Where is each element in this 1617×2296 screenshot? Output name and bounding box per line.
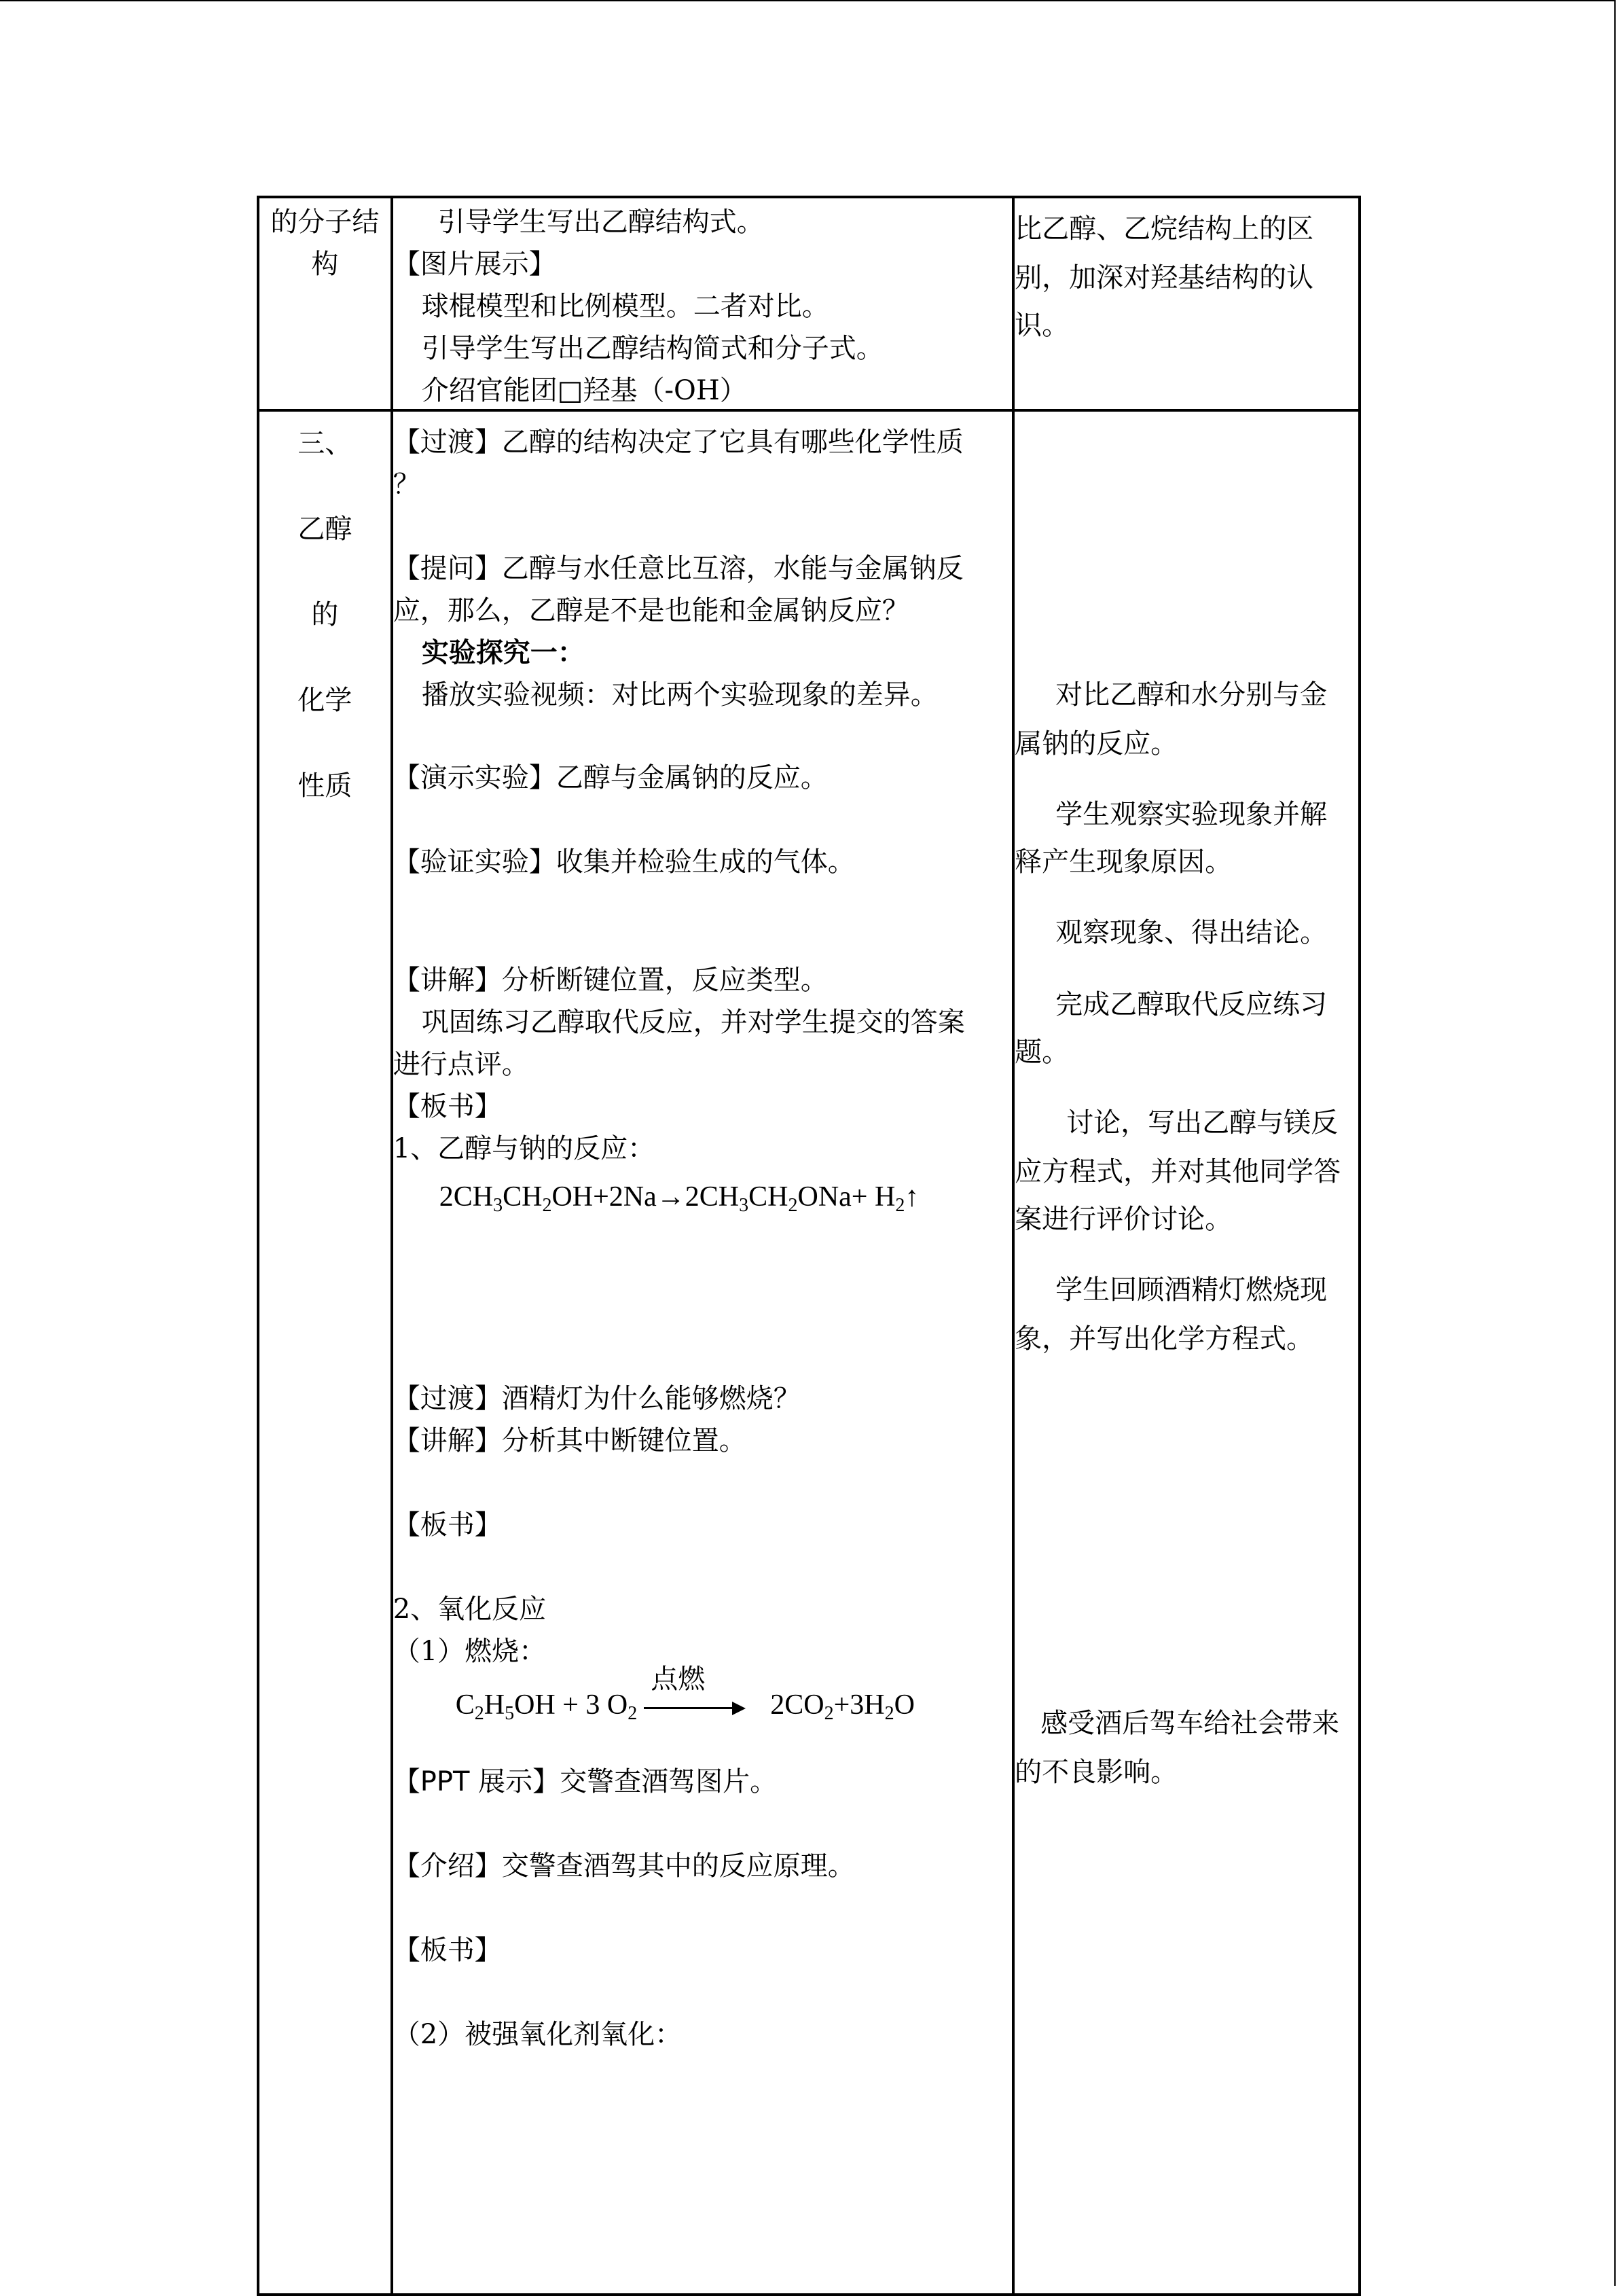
student-line: 对比乙醇和水分别与金 xyxy=(1055,679,1328,711)
student-line: 比乙醇、乙烷结构上的区 xyxy=(1015,213,1314,245)
teacher-line: 球棍模型和比例模型。二者对比。 xyxy=(421,291,829,322)
reaction-arrow: → xyxy=(656,1181,685,1213)
student-activity-cell xyxy=(1013,197,1360,410)
topic-line: 乙醇 xyxy=(297,514,352,545)
teacher-line: 【验证实验】收集并检验生成的气体。 xyxy=(393,846,855,878)
topic-line: 的 xyxy=(311,599,339,630)
student-line: 讨论，写出乙醇与镁反 xyxy=(1066,1107,1339,1138)
gas-up-arrow: ↑ xyxy=(905,1181,920,1213)
student-line: 的不良影响。 xyxy=(1015,1757,1178,1788)
student-line: 感受酒后驾车给社会带来 xyxy=(1040,1708,1340,1739)
student-line: 学生回顾酒精灯燃烧现 xyxy=(1055,1274,1328,1306)
student-line: 别，加深对羟基结构的认 xyxy=(1015,262,1314,293)
teacher-line: （2）被强氧化剂氧化： xyxy=(393,2019,683,2050)
teacher-line: 1、乙醇与钠的反应： xyxy=(393,1133,655,1164)
student-line: 象，并写出化学方程式。 xyxy=(1015,1323,1314,1355)
teacher-activity-cell xyxy=(392,410,1013,2295)
student-line: 识。 xyxy=(1015,310,1070,341)
sodium-reaction-equation: $2CH_3CH_2OH+2Na\to 2CH_3CH_2ONa+$ $H_2↑$ xyxy=(439,1181,920,1216)
reaction-arrow xyxy=(644,1664,746,1721)
teacher-line: 【板书】 xyxy=(393,1091,502,1122)
topic-cell xyxy=(258,197,392,410)
teacher-line: 【图片展示】 xyxy=(393,249,556,280)
student-line: 完成乙醇取代反应练习 xyxy=(1055,989,1328,1020)
student-line: 应方程式，并对其他同学答 xyxy=(1015,1156,1341,1187)
student-line: 案进行评价讨论。 xyxy=(1015,1204,1233,1235)
topic-line: 三、 xyxy=(297,428,352,459)
teacher-line: 进行点评。 xyxy=(393,1049,529,1080)
teacher-line: 【过渡】酒精灯为什么能够燃烧？ xyxy=(393,1383,801,1414)
student-activity-cell xyxy=(1013,410,1360,2295)
teacher-line: 巩固练习乙醇取代反应，并对学生提交的答案 xyxy=(421,1007,965,1038)
student-line: 属钠的反应。 xyxy=(1015,728,1178,759)
student-line: 题。 xyxy=(1015,1037,1070,1068)
topic-line: 化学 xyxy=(297,685,352,716)
topic-cell xyxy=(258,410,392,2295)
teacher-line: 2、氧化反应 xyxy=(393,1594,547,1625)
teacher-line: （1）燃烧： xyxy=(393,1636,547,1667)
teacher-line: 应，那么，乙醇是不是也能和金属钠反应？ xyxy=(393,595,909,626)
teacher-line: 【提问】乙醇与水任意比互溶，水能与金属钠反 xyxy=(393,553,964,584)
student-line: 观察现象、得出结论。 xyxy=(1055,917,1328,948)
teacher-line: 【过渡】乙醇的结构决定了它具有哪些化学性质 xyxy=(393,427,964,458)
table-row xyxy=(258,197,1360,410)
teacher-line: 介绍官能团□羟基（-OH） xyxy=(421,375,747,406)
teacher-line: 【讲解】分析其中断键位置。 xyxy=(393,1425,746,1456)
reaction-condition: 点燃 xyxy=(651,1664,706,1696)
teacher-line: 【演示实验】乙醇与金属钠的反应。 xyxy=(393,762,828,793)
teacher-activity-cell xyxy=(392,197,1013,410)
experiment-heading: 实验探究一： xyxy=(421,636,585,668)
student-line: 学生观察实验现象并解 xyxy=(1055,799,1328,830)
teacher-line: 【讲解】分析断键位置，反应类型。 xyxy=(393,965,828,996)
student-line: 释产生现象原因。 xyxy=(1015,846,1233,878)
teacher-line: 【PPT 展示】交警查酒驾图片。 xyxy=(393,1766,778,1797)
teacher-line: 【板书】 xyxy=(393,1509,502,1541)
table-row xyxy=(258,410,1360,2295)
teacher-line: 引导学生写出乙醇结构式。 xyxy=(437,207,764,238)
teacher-line: 【介绍】交警查酒驾其中的反应原理。 xyxy=(393,1850,855,1882)
teacher-line: 【板书】 xyxy=(393,1935,502,1966)
combustion-equation: $C_2H_5OH + 3$ $O_2$ 点燃 $2CO_2+3H_2O$ xyxy=(456,1683,915,1727)
topic-line: 构 xyxy=(311,249,339,280)
topic-line: 的分子结 xyxy=(270,207,380,238)
lesson-plan-table xyxy=(257,196,1361,2296)
topic-line: 性质 xyxy=(297,770,352,802)
teacher-line: ？ xyxy=(393,469,420,500)
teacher-line: 引导学生写出乙醇结构简式和分子式。 xyxy=(421,333,884,364)
teacher-line: 播放实验视频：对比两个实验现象的差异。 xyxy=(421,679,938,711)
